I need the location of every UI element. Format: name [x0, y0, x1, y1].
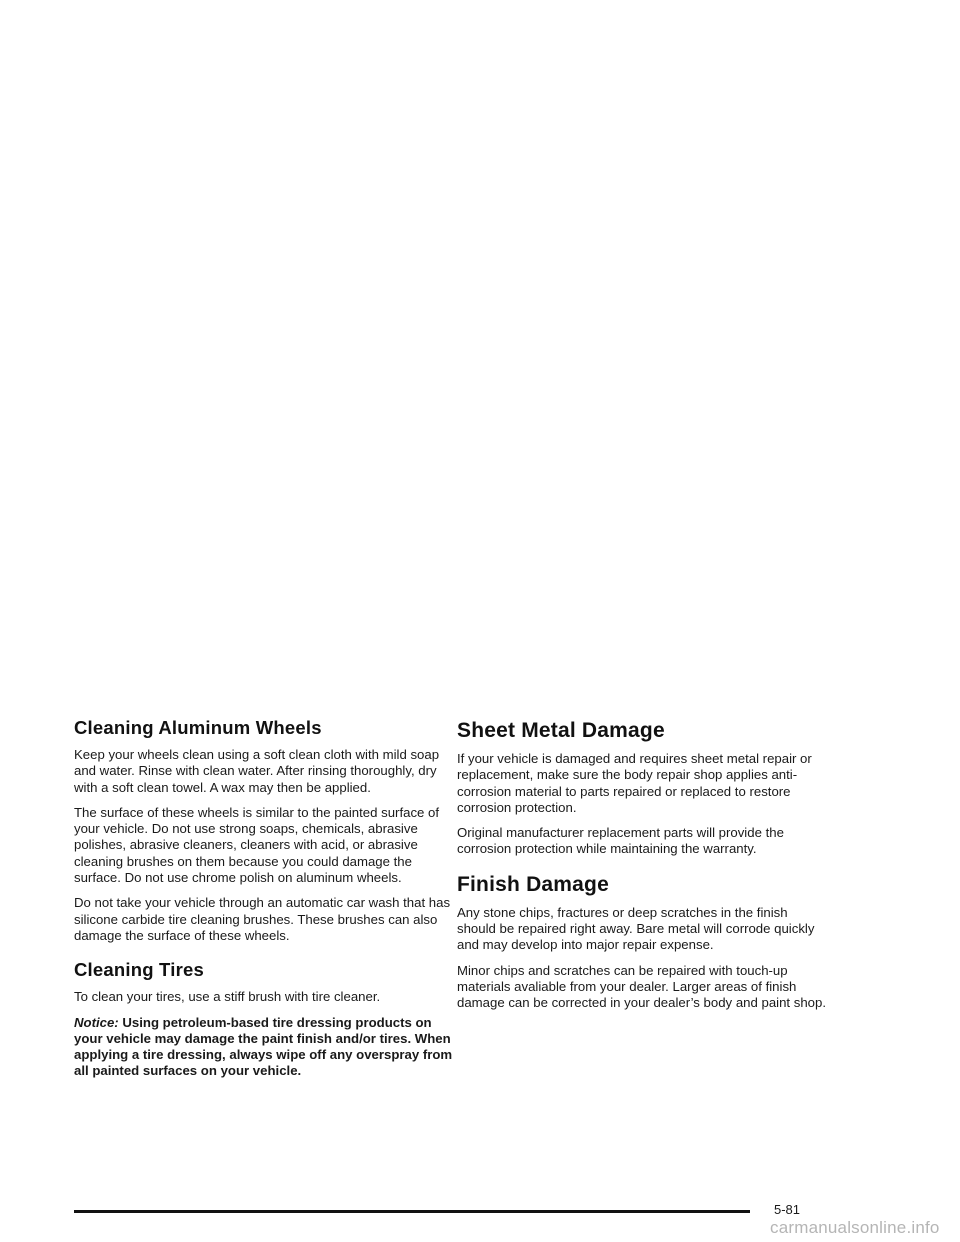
- footer-rule: [74, 1210, 750, 1213]
- heading-sheet-metal-damage: Sheet Metal Damage: [457, 719, 665, 742]
- sheet-metal-paragraph-1: If your vehicle is damaged and requires sheet metal repair or replacement, make sure the body repair shop applies anti-corrosion material to parts repaired or replaced to restore corrosion protection.: [457, 751, 812, 815]
- watermark: carmanualsonline.info: [770, 1218, 940, 1237]
- heading-cleaning-aluminum-wheels: Cleaning Aluminum Wheels: [74, 717, 322, 738]
- sheet-metal-paragraph-2: Original manufacturer replacement parts will provide the corrosion protection while maintaining the warranty.: [457, 825, 784, 857]
- wheels-paragraph-1: Keep your wheels clean using a soft clean cloth with mild soap and water. Rinse with clean water. After rinsing thoroughly, dry with a soft clean towel. A wax may then be applied.: [74, 747, 440, 795]
- notice-text: Using petroleum-based tire dressing products on your vehicle may damage the paint finish and/or tires. When applying a tire dressing, always wipe off any overspray from all painted surfaces on your vehicle.: [74, 1014, 453, 1079]
- page-number: 5-81: [774, 1202, 801, 1217]
- tires-notice: [74, 1015, 454, 1080]
- heading-finish-damage: Finish Damage: [457, 872, 609, 896]
- right-column: [457, 716, 827, 1021]
- tires-paragraph-1: To clean your tires, use a stiff brush with tire cleaner.: [74, 989, 381, 1005]
- left-column: [74, 716, 454, 1089]
- notice-label: Notice:: [74, 1014, 119, 1030]
- heading-cleaning-tires: Cleaning Tires: [74, 959, 204, 981]
- finish-paragraph-1: Any stone chips, fractures or deep scratches in the finish should be repaired right away. Bare metal will corrode quickly and may develop into major repair expense.: [457, 904, 815, 953]
- wheels-paragraph-2: The surface of these wheels is similar to the painted surface of your vehicle. Do not use strong soaps, chemicals, abrasive polishes, abrasive cleaners, cleaners with acid, or abrasive cleaning brushes on them because you could damage the surface. Do not use chrome polish on aluminum wheels.: [74, 804, 440, 886]
- wheels-paragraph-3: Do not take your vehicle through an automatic car wash that has silicone carbide tire cleaning brushes. These brushes can also damage the surface of these wheels.: [74, 895, 451, 943]
- finish-paragraph-2: Minor chips and scratches can be repaired with touch-up materials avaliable from your dealer. Larger areas of finish damage can be corrected in your dealer’s body and paint shop.: [457, 962, 827, 1011]
